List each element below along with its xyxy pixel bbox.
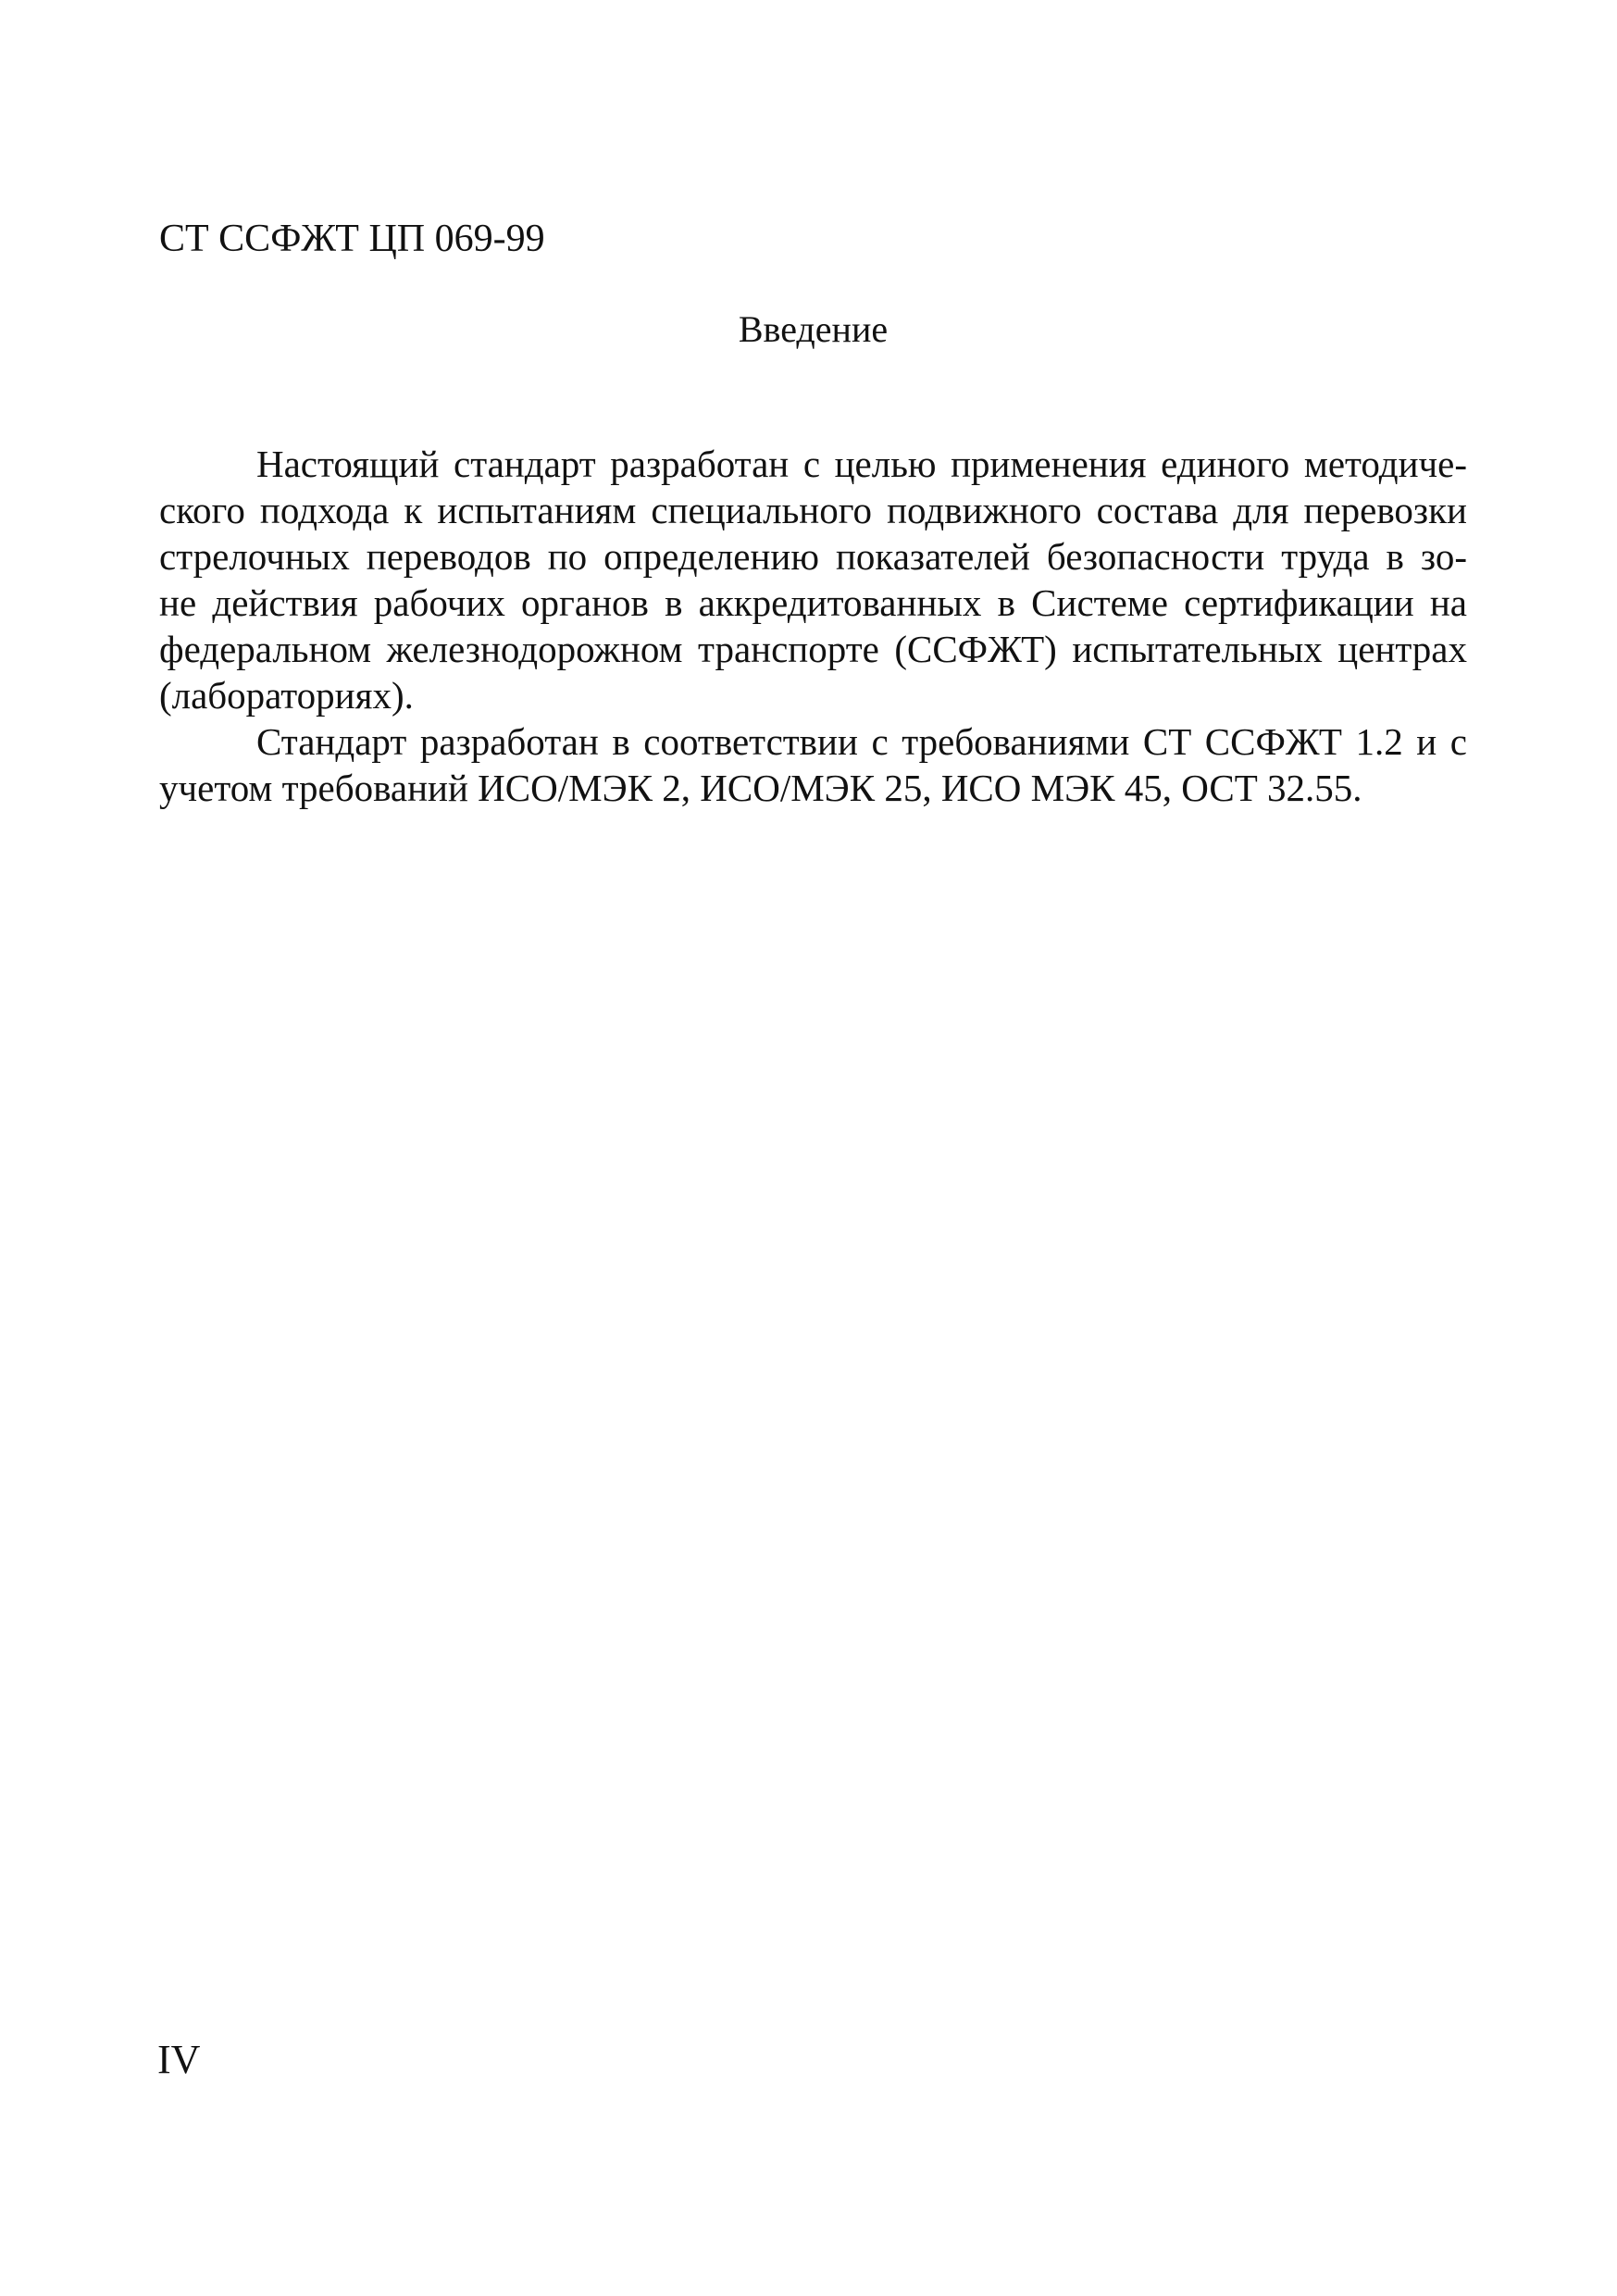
paragraph-line: учетом требований ИСО/МЭК 2, ИСО/МЭК 25, ИСО МЭК 45, ОСТ 32.55. <box>159 767 1362 809</box>
paragraph-line: стрелочных переводов по определению показателей безопасности труда в зо- <box>159 535 1467 578</box>
paragraph-line: Настоящий стандарт разработан с целью применения единого методиче- <box>256 443 1467 485</box>
document-code: СТ ССФЖТ ЦП 069-99 <box>159 218 545 260</box>
paragraph-line: не действия рабочих органов в аккредитованных в Системе сертификации на <box>159 581 1467 624</box>
paragraph-line: (лабораториях). <box>159 674 414 717</box>
section-title <box>0 306 1617 354</box>
page-number: IV <box>157 2037 201 2082</box>
section-title-text: Введение <box>738 308 889 350</box>
document-body <box>159 441 1467 811</box>
paragraph-line: федеральном железнодорожном транспорте (ССФЖТ) испытательных центрах <box>159 628 1467 670</box>
paragraph-line: ского подхода к испытаниям специального подвижного состава для перевозки <box>159 489 1467 531</box>
paragraph-line: Стандарт разработан в соответствии с требованиями СТ ССФЖТ 1.2 и с <box>256 720 1467 763</box>
